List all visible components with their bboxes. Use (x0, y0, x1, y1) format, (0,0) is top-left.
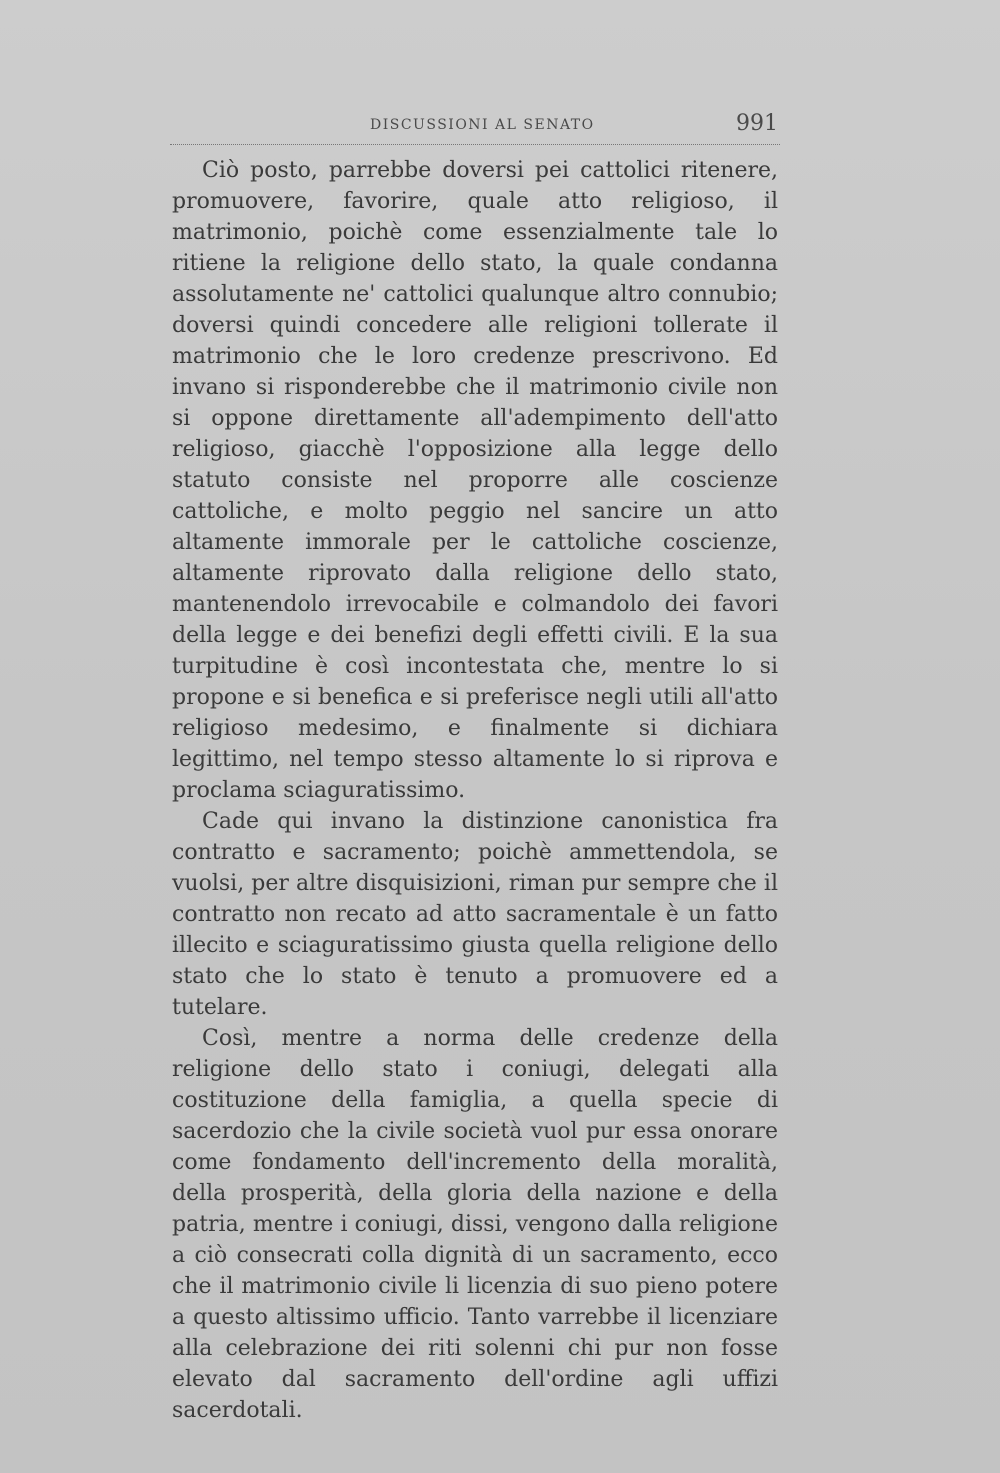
paragraph-3: Così, mentre a norma delle credenze della religione dello stato i coniugi, delegati alla costituzione della famiglia, a quella specie di sacerdozio che la civile società vuol pur essa onorare come fondamento dell'incremento della moralità, della prosperità, della gloria della nazione e della patria, mentre i coniugi, dissi, vengono dalla religione a ciò consecrati colla dignità di un sacramento, ecco che il matrimonio civile li licenzia di suo pieno potere a questo altissimo ufficio. Tanto varrebbe il licenziare alla celebrazione dei riti solenni chi pur non fosse elevato dal sacramento dell'ordine agli uffizi sacerdotali. (172, 1026, 778, 1423)
running-title: DISCUSSIONI AL SENATO (370, 117, 595, 133)
header-rule (170, 144, 780, 145)
paragraph-2: Cade qui invano la distinzione canonistica fra contratto e sacramento; poichè ammettendola, se vuolsi, per altre disquisizioni, riman pur sempre che il contratto non recato ad atto sacramentale è un fatto illecito e sciaguratissimo giusta quella religione dello stato che lo stato è tenuto a promuovere ed a tutelare. (172, 809, 778, 1020)
body-text (172, 155, 778, 1426)
paragraph-1: Ciò posto, parrebbe doversi pei cattolici ritenere, promuovere, favorire, quale atto religioso, il matrimonio, poichè come essenzialmente tale lo ritiene la religione dello stato, la quale condanna assolutamente ne' cattolici qualunque altro connubio; doversi quindi concedere alle religioni tollerate il matrimonio che le loro credenze prescrivono. Ed invano si risponderebbe che il matrimonio civile non si oppone direttamente all'adempimento dell'atto religioso, giacchè l'opposizione alla legge dello statuto consiste nel proporre alle coscienze cattoliche, e molto peggio nel sancire un atto altamente immorale per le cattoliche coscienze, altamente riprovato dalla religione dello stato, mantenendolo irrevocabile e colmandolo dei favori della legge e dei benefizi degli effetti civili. E la sua turpitudine è così incontestata che, mentre lo si propone e si benefica e si preferisce negli utili all'atto religioso medesimo, e finalmente si dichiara legittimo, nel tempo stesso altamente lo si riprova e proclama sciaguratissimo. (172, 158, 778, 803)
running-head (170, 113, 780, 143)
page-number: 991 (736, 111, 778, 136)
